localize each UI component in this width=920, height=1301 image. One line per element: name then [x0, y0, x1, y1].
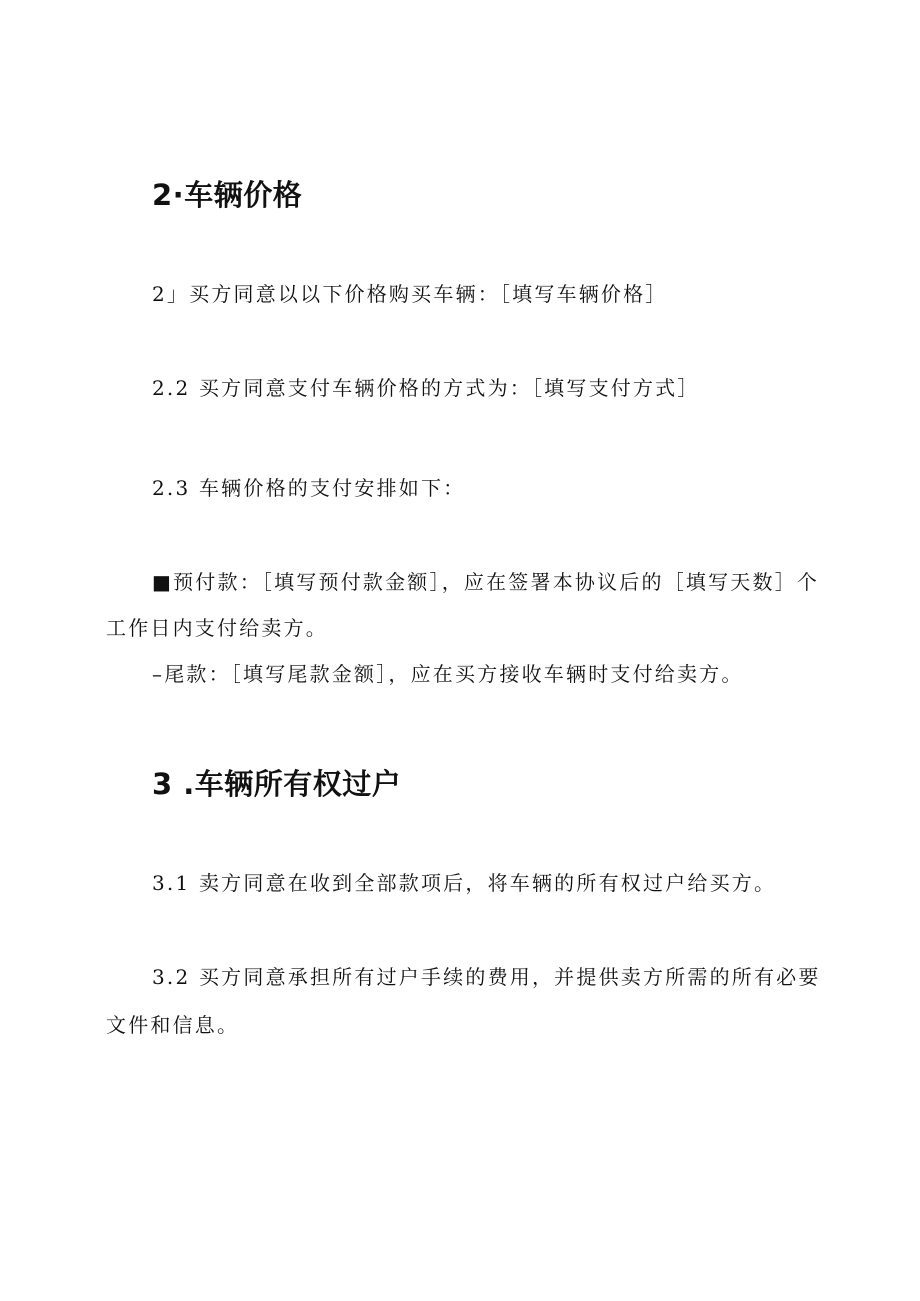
- clause-2-1: 2」买方同意以以下价格购买车辆：［填写车辆价格］: [152, 282, 668, 306]
- clause-3-2-line2: 文件和信息。: [106, 1013, 240, 1037]
- clause-2-3: 2.3 车辆价格的支付安排如下：: [152, 476, 466, 500]
- bullet-prepayment-line1: ■预付款：［填写预付款金额］，应在签署本协议后的［填写天数］个: [152, 570, 820, 594]
- bullet-balance-payment: –尾款：［填写尾款金额］，应在买方接收车辆时支付给卖方。: [152, 662, 744, 686]
- section-2-heading: 2·车辆价格: [152, 178, 303, 212]
- clause-3-1: 3.1 卖方同意在收到全部款项后，将车辆的所有权过户给买方。: [152, 871, 777, 895]
- bullet-prepayment-line2: 工作日内支付给卖方。: [106, 616, 328, 640]
- section-3-heading: 3 .车辆所有权过户: [152, 767, 402, 801]
- clause-3-2-line1: 3.2 买方同意承担所有过户手续的费用，并提供卖方所需的所有必要: [152, 965, 821, 989]
- clause-2-2: 2.2 买方同意支付车辆价格的方式为：［填写支付方式］: [152, 376, 700, 400]
